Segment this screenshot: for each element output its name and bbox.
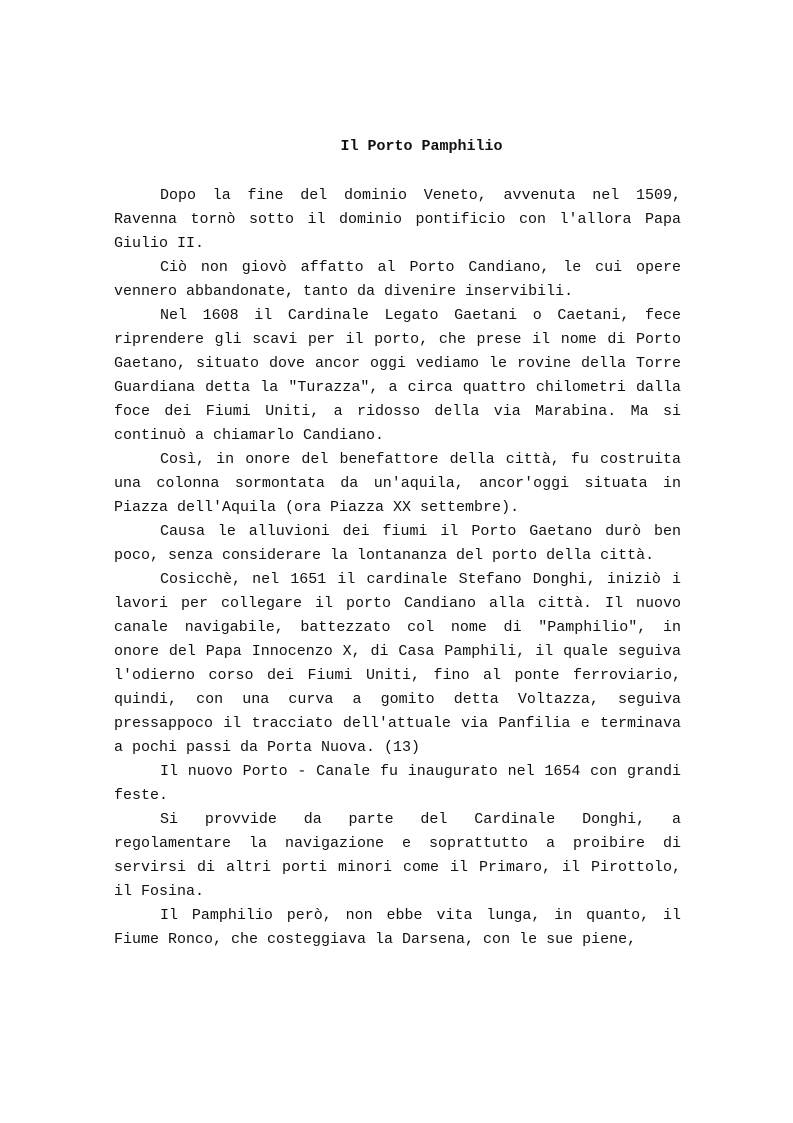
paragraph-7: Il nuovo Porto - Canale fu inaugurato nel 1654 con grandi feste. bbox=[114, 763, 681, 804]
paragraph-3: Nel 1608 il Cardinale Legato Gaetani o Caetani, fece riprendere gli scavi per il porto, che prese il nome di Porto Gaetano, situato dove ancor oggi vediamo le rovine della Torre Guardiana detta la "Turazza", a circa quattro chilometri dalla foce dei Fiumi Uniti, a ridosso della via Marabina. Ma si continuò a chiamarlo Candiano. bbox=[114, 307, 681, 444]
paragraph-5: Causa le alluvioni dei fiumi il Porto Gaetano durò ben poco, senza considerare la lontananza del porto della città. bbox=[114, 523, 681, 564]
paragraph-2: Ciò non giovò affatto al Porto Candiano, le cui opere vennero abbandonate, tanto da divenire inservibili. bbox=[114, 259, 681, 300]
paragraph-8: Si provvide da parte del Cardinale Donghi, a regolamentare la navigazione e soprattutto a proibire di servirsi di altri porti minori come il Primaro, il Pirottolo, il Fosina. bbox=[114, 811, 681, 900]
paragraph-1: Dopo la fine del dominio Veneto, avvenuta nel 1509, Ravenna tornò sotto il dominio pontificio con l'allora Papa Giulio II. bbox=[114, 187, 681, 252]
page-title: Il Porto Pamphilio bbox=[340, 138, 503, 155]
paragraph-6: Cosicchè, nel 1651 il cardinale Stefano Donghi, iniziò i lavori per collegare il porto Candiano alla città. Il nuovo canale navigabile, battezzato col nome di "Pamphilio", in onore del Papa Innocenzo X, di Casa Pamphili, il quale seguiva l'odierno corso dei Fiumi Uniti, fino al ponte ferroviario, quindi, con una curva a gomito detta Voltazza, seguiva pressappoco il tracciato dell'attuale via Panfilia e terminava a pochi passi da Porta Nuova. (13) bbox=[114, 571, 681, 756]
paragraph-9: Il Pamphilio però, non ebbe vita lunga, in quanto, il Fiume Ronco, che costeggiava la Darsena, con le sue piene, bbox=[114, 907, 681, 948]
document-body bbox=[114, 184, 681, 952]
paragraph-4: Così, in onore del benefattore della città, fu costruita una colonna sormontata da un'aquila, ancor'oggi situata in Piazza dell'Aquila (ora Piazza XX settembre). bbox=[114, 451, 681, 516]
